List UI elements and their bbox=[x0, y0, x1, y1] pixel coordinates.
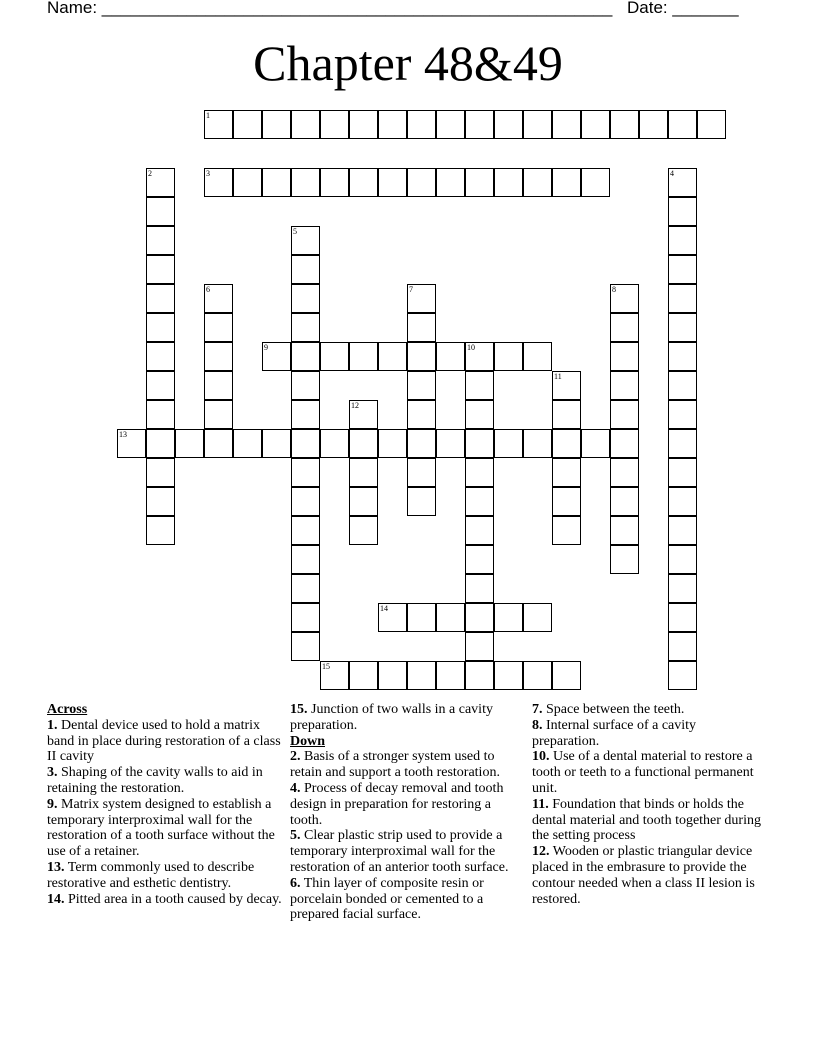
grid-cell[interactable] bbox=[146, 516, 175, 545]
clue-item bbox=[532, 702, 764, 718]
grid-cell[interactable] bbox=[291, 342, 320, 371]
grid-cell[interactable] bbox=[291, 545, 320, 574]
clue-item-text: Foundation that binds or holds the dental material and tooth together during the setting process bbox=[532, 796, 761, 844]
clue-item-text: Thin layer of composite resin or porcelain bonded or cemented to a prepared facial surface. bbox=[290, 875, 484, 923]
grid-cell[interactable] bbox=[436, 168, 465, 197]
grid-cell[interactable] bbox=[407, 429, 436, 458]
grid-cell[interactable] bbox=[291, 487, 320, 516]
clue-number: 15 bbox=[322, 662, 330, 671]
grid-cell[interactable] bbox=[610, 110, 639, 139]
grid-cell[interactable] bbox=[291, 110, 320, 139]
grid-cell[interactable] bbox=[407, 400, 436, 429]
grid-cell[interactable] bbox=[291, 255, 320, 284]
clue-item bbox=[47, 892, 283, 908]
grid-cell[interactable] bbox=[320, 110, 349, 139]
grid-cell[interactable] bbox=[291, 429, 320, 458]
grid-cell[interactable] bbox=[494, 661, 523, 690]
grid-cell[interactable] bbox=[610, 516, 639, 545]
grid-cell[interactable] bbox=[494, 110, 523, 139]
grid-cell[interactable] bbox=[233, 429, 262, 458]
grid-cell[interactable] bbox=[494, 603, 523, 632]
grid-cell[interactable] bbox=[494, 342, 523, 371]
clue-item bbox=[290, 702, 522, 734]
grid-cell[interactable] bbox=[320, 168, 349, 197]
grid-cell[interactable] bbox=[581, 168, 610, 197]
grid-cell[interactable] bbox=[291, 632, 320, 661]
grid-cell[interactable] bbox=[407, 458, 436, 487]
grid-cell[interactable] bbox=[610, 545, 639, 574]
grid-cell[interactable] bbox=[146, 168, 175, 197]
clue-item-number: 5. bbox=[290, 828, 301, 844]
grid-cell[interactable] bbox=[494, 429, 523, 458]
clue-item-number: 9. bbox=[47, 796, 58, 812]
clue-item bbox=[290, 749, 522, 781]
grid-cell[interactable] bbox=[146, 400, 175, 429]
grid-cell[interactable] bbox=[465, 342, 494, 371]
clue-item-number: 2. bbox=[290, 749, 301, 765]
grid-cell[interactable] bbox=[146, 313, 175, 342]
grid-cell[interactable] bbox=[668, 110, 697, 139]
grid-cell[interactable] bbox=[117, 429, 146, 458]
grid-cell[interactable] bbox=[610, 313, 639, 342]
across-heading: Across bbox=[47, 702, 88, 717]
clue-item-text: Matrix system designed to establish a temporary interproximal wall for the restoration of a tooth surface without the use of a retainer. bbox=[47, 796, 275, 860]
grid-cell[interactable] bbox=[262, 110, 291, 139]
grid-cell[interactable] bbox=[146, 284, 175, 313]
grid-cell[interactable] bbox=[146, 226, 175, 255]
grid-cell[interactable] bbox=[233, 110, 262, 139]
grid-cell[interactable] bbox=[552, 400, 581, 429]
grid-cell[interactable] bbox=[668, 313, 697, 342]
clue-item bbox=[47, 765, 283, 797]
clue-number: 3 bbox=[206, 169, 210, 178]
clue-item bbox=[47, 718, 283, 765]
grid-cell[interactable] bbox=[349, 516, 378, 545]
grid-cell[interactable] bbox=[523, 168, 552, 197]
grid-cell[interactable] bbox=[146, 429, 175, 458]
grid-cell[interactable] bbox=[320, 342, 349, 371]
grid-cell[interactable] bbox=[378, 661, 407, 690]
grid-cell[interactable] bbox=[552, 458, 581, 487]
grid-cell[interactable] bbox=[291, 168, 320, 197]
grid-cell[interactable] bbox=[610, 342, 639, 371]
grid-cell[interactable] bbox=[465, 371, 494, 400]
grid-cell[interactable] bbox=[291, 284, 320, 313]
grid-cell[interactable] bbox=[668, 661, 697, 690]
grid-cell[interactable] bbox=[407, 342, 436, 371]
grid-cell[interactable] bbox=[668, 342, 697, 371]
clue-item-number: 14. bbox=[47, 891, 65, 907]
clue-item-text: Dental device used to hold a matrix band in place during restoration of a class II cavity bbox=[47, 717, 281, 765]
page-title: Chapter 48&49 bbox=[253, 35, 563, 91]
grid-cell[interactable] bbox=[465, 110, 494, 139]
clue-number: 4 bbox=[670, 169, 674, 178]
clue-item-number: 15. bbox=[290, 702, 308, 717]
grid-cell[interactable] bbox=[668, 226, 697, 255]
grid-cell[interactable] bbox=[552, 487, 581, 516]
grid-cell[interactable] bbox=[668, 632, 697, 661]
clue-item-number: 11. bbox=[532, 796, 549, 812]
grid-cell[interactable] bbox=[523, 603, 552, 632]
clue-number: 13 bbox=[119, 430, 127, 439]
grid-cell[interactable] bbox=[668, 197, 697, 226]
grid-cell[interactable] bbox=[523, 429, 552, 458]
clue-number: 9 bbox=[264, 343, 268, 352]
grid-cell[interactable] bbox=[581, 110, 610, 139]
grid-cell[interactable] bbox=[465, 168, 494, 197]
grid-cell[interactable] bbox=[291, 603, 320, 632]
grid-cell[interactable] bbox=[668, 284, 697, 313]
grid-cell[interactable] bbox=[610, 458, 639, 487]
grid-cell[interactable] bbox=[291, 371, 320, 400]
grid-cell[interactable] bbox=[291, 400, 320, 429]
clue-item bbox=[532, 797, 764, 844]
grid-cell[interactable] bbox=[523, 342, 552, 371]
grid-cell[interactable] bbox=[523, 661, 552, 690]
grid-cell[interactable] bbox=[668, 429, 697, 458]
clue-item bbox=[532, 718, 764, 750]
clue-number: 11 bbox=[554, 372, 562, 381]
grid-cell[interactable] bbox=[349, 342, 378, 371]
grid-cell[interactable] bbox=[378, 168, 407, 197]
clue-item bbox=[47, 797, 283, 860]
grid-cell[interactable] bbox=[465, 458, 494, 487]
grid-cell[interactable] bbox=[146, 371, 175, 400]
grid-cell[interactable] bbox=[436, 661, 465, 690]
clue-item-number: 6. bbox=[290, 875, 301, 891]
grid-cell[interactable] bbox=[552, 429, 581, 458]
clue-number: 14 bbox=[380, 604, 388, 613]
grid-cell[interactable] bbox=[610, 429, 639, 458]
grid-cell[interactable] bbox=[465, 487, 494, 516]
clue-item-number: 7. bbox=[532, 702, 543, 717]
grid-cell[interactable] bbox=[552, 516, 581, 545]
grid-cell[interactable] bbox=[407, 313, 436, 342]
grid-cell[interactable] bbox=[436, 342, 465, 371]
grid-cell[interactable] bbox=[204, 284, 233, 313]
grid-cell[interactable] bbox=[146, 197, 175, 226]
grid-cell[interactable] bbox=[146, 255, 175, 284]
grid-cell[interactable] bbox=[668, 603, 697, 632]
grid-cell[interactable] bbox=[465, 516, 494, 545]
clue-number: 6 bbox=[206, 285, 210, 294]
grid-cell[interactable] bbox=[668, 400, 697, 429]
grid-cell[interactable] bbox=[465, 574, 494, 603]
grid-cell[interactable] bbox=[349, 168, 378, 197]
clue-column-3 bbox=[532, 702, 764, 907]
grid-cell[interactable] bbox=[291, 226, 320, 255]
grid-cell[interactable] bbox=[204, 168, 233, 197]
grid-cell[interactable] bbox=[407, 371, 436, 400]
grid-cell[interactable] bbox=[552, 371, 581, 400]
clue-number: 2 bbox=[148, 169, 152, 178]
clue-item bbox=[532, 844, 764, 907]
grid-cell[interactable] bbox=[204, 342, 233, 371]
clue-item bbox=[47, 860, 283, 892]
clue-item-number: 8. bbox=[532, 717, 543, 733]
clue-item-number: 12. bbox=[532, 844, 550, 860]
grid-cell[interactable] bbox=[610, 371, 639, 400]
grid-cell[interactable] bbox=[668, 168, 697, 197]
grid-cell[interactable] bbox=[407, 603, 436, 632]
grid-cell[interactable] bbox=[262, 168, 291, 197]
clue-item-text: Internal surface of a cavity preparation. bbox=[532, 717, 697, 749]
grid-cell[interactable] bbox=[349, 110, 378, 139]
clue-item-text: Wooden or plastic triangular device placed in the embrasure to provide the contour needed when a class II lesion is restored. bbox=[532, 844, 755, 907]
grid-cell[interactable] bbox=[465, 603, 494, 632]
grid-cell[interactable] bbox=[407, 661, 436, 690]
grid-cell[interactable] bbox=[407, 168, 436, 197]
grid-cell[interactable] bbox=[291, 574, 320, 603]
clue-number: 1 bbox=[206, 111, 210, 120]
grid-cell[interactable] bbox=[465, 429, 494, 458]
grid-cell[interactable] bbox=[291, 313, 320, 342]
grid-cell[interactable] bbox=[320, 661, 349, 690]
clue-item-text: Use of a dental material to restore a tooth or teeth to a functional permanent unit. bbox=[532, 749, 754, 796]
grid-cell[interactable] bbox=[407, 110, 436, 139]
name-field-label: Name: ______________________________________________________ bbox=[47, 0, 613, 17]
grid-cell[interactable] bbox=[639, 110, 668, 139]
grid-cell[interactable] bbox=[552, 110, 581, 139]
grid-cell[interactable] bbox=[494, 168, 523, 197]
clue-item-text: Shaping of the cavity walls to aid in retaining the restoration. bbox=[47, 765, 263, 796]
clue-item bbox=[290, 876, 522, 923]
grid-cell[interactable] bbox=[581, 429, 610, 458]
grid-cell[interactable] bbox=[291, 458, 320, 487]
grid-cell[interactable] bbox=[407, 284, 436, 313]
grid-cell[interactable] bbox=[436, 110, 465, 139]
clue-item bbox=[532, 749, 764, 796]
grid-cell[interactable] bbox=[175, 429, 204, 458]
clue-item bbox=[290, 781, 522, 828]
down-heading: Down bbox=[290, 733, 326, 749]
grid-cell[interactable] bbox=[204, 371, 233, 400]
grid-cell[interactable] bbox=[262, 342, 291, 371]
clue-column-1 bbox=[47, 702, 283, 907]
grid-cell[interactable] bbox=[668, 545, 697, 574]
clue-item-number: 13. bbox=[47, 859, 65, 875]
clue-item-text: Pitted area in a tooth caused by decay. bbox=[64, 891, 282, 907]
clue-item-text: Junction of two walls in a cavity preparation. bbox=[290, 702, 493, 733]
grid-cell[interactable] bbox=[552, 168, 581, 197]
grid-cell[interactable] bbox=[610, 487, 639, 516]
clue-item-text: Space between the teeth. bbox=[542, 702, 685, 717]
grid-cell[interactable] bbox=[320, 429, 349, 458]
grid-cell[interactable] bbox=[407, 487, 436, 516]
grid-cell[interactable] bbox=[610, 284, 639, 313]
clue-number: 10 bbox=[467, 343, 475, 352]
grid-cell[interactable] bbox=[465, 632, 494, 661]
grid-cell[interactable] bbox=[436, 429, 465, 458]
clue-item-text: Basis of a stronger system used to retain and support a tooth restoration. bbox=[290, 749, 500, 781]
grid-cell[interactable] bbox=[349, 487, 378, 516]
grid-cell[interactable] bbox=[523, 110, 552, 139]
grid-cell[interactable] bbox=[378, 110, 407, 139]
grid-cell[interactable] bbox=[262, 429, 291, 458]
clue-item-text: Term commonly used to describe restorative and esthetic dentistry. bbox=[47, 859, 255, 891]
grid-cell[interactable] bbox=[291, 516, 320, 545]
clue-number: 8 bbox=[612, 285, 616, 294]
grid-cell[interactable] bbox=[204, 400, 233, 429]
clue-number: 5 bbox=[293, 227, 297, 236]
clue-number: 7 bbox=[409, 285, 413, 294]
grid-cell[interactable] bbox=[465, 661, 494, 690]
grid-cell[interactable] bbox=[204, 313, 233, 342]
grid-cell[interactable] bbox=[146, 487, 175, 516]
clue-item-number: 4. bbox=[290, 780, 301, 796]
grid-cell[interactable] bbox=[204, 429, 233, 458]
grid-cell[interactable] bbox=[668, 516, 697, 545]
grid-cell[interactable] bbox=[465, 545, 494, 574]
clue-column-2 bbox=[290, 702, 522, 923]
grid-cell[interactable] bbox=[349, 458, 378, 487]
grid-cell[interactable] bbox=[668, 371, 697, 400]
grid-cell[interactable] bbox=[233, 168, 262, 197]
grid-cell[interactable] bbox=[378, 429, 407, 458]
clue-item-text: Clear plastic strip used to provide a temporary interproximal wall for the restoration of an anterior tooth surface. bbox=[290, 828, 509, 875]
grid-cell[interactable] bbox=[349, 661, 378, 690]
grid-cell[interactable] bbox=[436, 603, 465, 632]
clue-item-number: 3. bbox=[47, 765, 58, 781]
clue-number: 12 bbox=[351, 401, 359, 410]
grid-cell[interactable] bbox=[378, 603, 407, 632]
grid-cell[interactable] bbox=[378, 342, 407, 371]
grid-cell[interactable] bbox=[697, 110, 726, 139]
grid-cell[interactable] bbox=[146, 458, 175, 487]
grid-cell[interactable] bbox=[610, 400, 639, 429]
grid-cell[interactable] bbox=[668, 487, 697, 516]
clue-item-number: 1. bbox=[47, 717, 58, 733]
grid-cell[interactable] bbox=[349, 400, 378, 429]
grid-cell[interactable] bbox=[204, 110, 233, 139]
grid-cell[interactable] bbox=[668, 458, 697, 487]
clue-item bbox=[290, 828, 522, 875]
grid-cell[interactable] bbox=[552, 661, 581, 690]
clue-item-number: 10. bbox=[532, 749, 550, 765]
date-field-label: Date: _______ bbox=[627, 0, 739, 17]
grid-cell[interactable] bbox=[465, 400, 494, 429]
grid-cell[interactable] bbox=[146, 342, 175, 371]
clue-item-text: Process of decay removal and tooth design in preparation for restoring a tooth. bbox=[290, 780, 504, 828]
grid-cell[interactable] bbox=[349, 429, 378, 458]
grid-cell[interactable] bbox=[668, 255, 697, 284]
grid-cell[interactable] bbox=[668, 574, 697, 603]
